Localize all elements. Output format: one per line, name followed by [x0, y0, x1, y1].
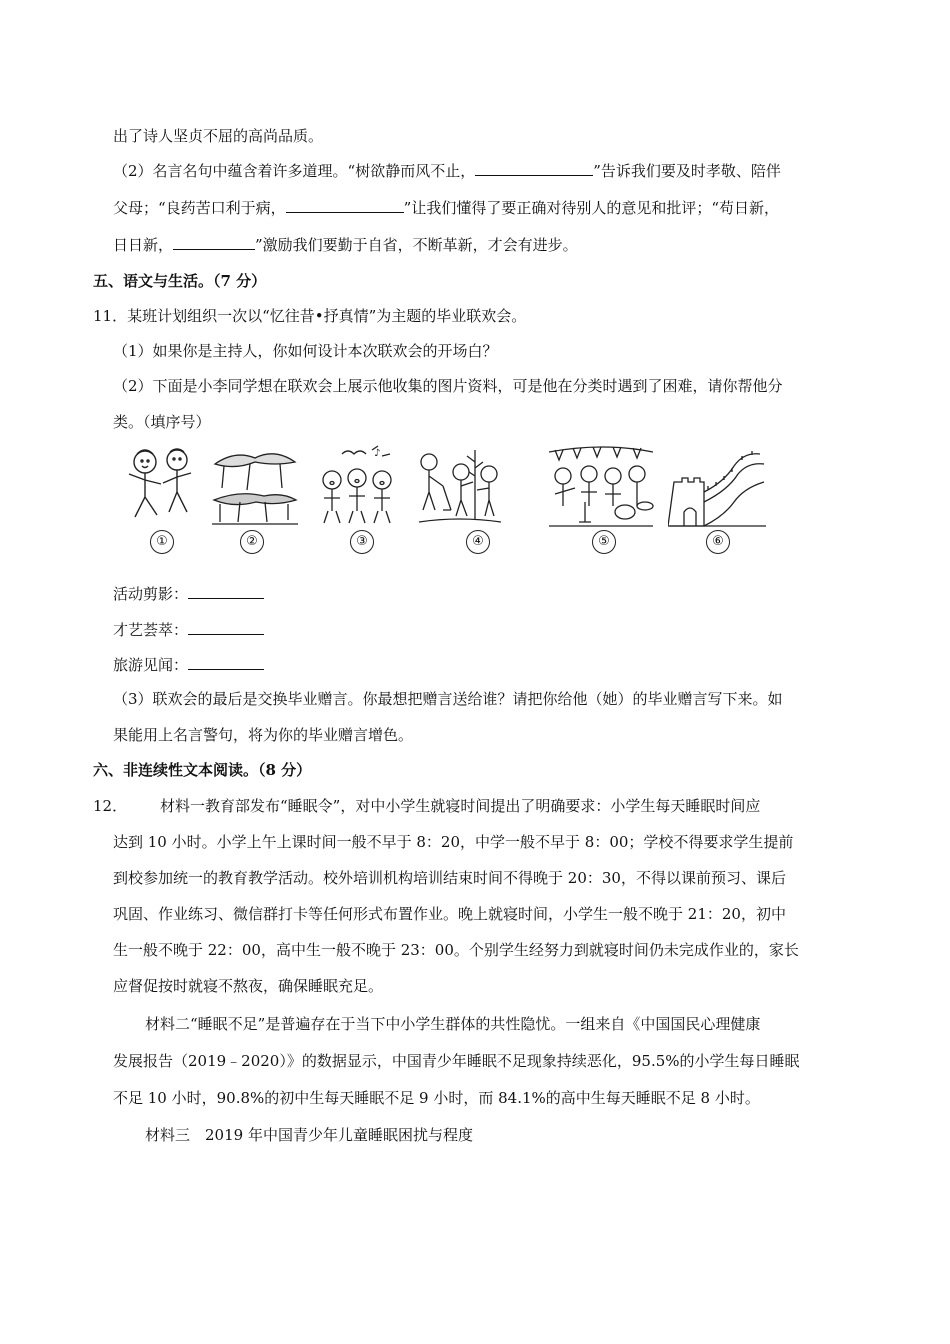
material-3-title: 材料三 2019 年中国青少年儿童睡眠困扰与程度 [145, 1126, 473, 1144]
material-2-line: 发展报告（2019﹣2020）》的数据显示，中国青少年睡眠不足现象持续恶化，95.5%的小学生每日睡眠 [113, 1052, 800, 1070]
text-segment: ”激励我们要勤于自省，不断革新，才会有进步。 [255, 236, 578, 254]
text-segment: （2）名言名句中蕴含着许多道理。“树欲静而风不止， [113, 162, 476, 180]
category-label: 活动剪影： [113, 585, 189, 603]
category-line [113, 584, 264, 604]
picture-number: ⑥ [706, 530, 730, 554]
children-singing-icon [312, 442, 402, 530]
material-1-line: 生一般不晚于 22：00，高中生一般不晚于 23：00。个别学生经努力到就寝时间仍未完成作业的，家长 [113, 941, 799, 959]
section-heading: 五、语文与生活。（7 分） [93, 272, 267, 290]
q2-line [113, 235, 578, 255]
svg-text:♪: ♪ [374, 448, 381, 459]
picture-number: ① [150, 530, 174, 554]
tree-planting-icon [415, 442, 505, 530]
text-segment: ”让我们懂得了要正确对待别人的意见和批评；“苟日新， [403, 199, 780, 217]
material-2-line: 材料二“睡眠不足”是普遍存在于当下中小学生群体的共性隐忧。一组来自《中国国民心理健康 [145, 1015, 761, 1033]
material-1-line: 应督促按时就寝不熬夜，确保睡眠充足。 [113, 977, 384, 995]
answer-blank[interactable] [173, 235, 255, 250]
band-performance-icon [545, 442, 657, 530]
text-line: 出了诗人坚贞不屈的高尚品质。 [113, 127, 324, 145]
q2-line [113, 161, 781, 181]
picture-number: ② [240, 530, 264, 554]
landscape-trees-icon [210, 442, 300, 530]
subquestion-3-cont: 果能用上名言警句，将为你的毕业赠言增色。 [113, 726, 414, 744]
great-wall-icon [668, 442, 768, 530]
q2-line [113, 198, 779, 218]
answer-blank[interactable] [188, 620, 264, 635]
category-line [113, 620, 264, 640]
picture-number: ④ [466, 530, 490, 554]
picture-number: ⑤ [592, 530, 616, 554]
text-segment: 日日新， [113, 236, 174, 254]
category-line [113, 655, 264, 675]
category-label: 旅游见闻： [113, 656, 189, 674]
category-label: 才艺荟萃： [113, 621, 189, 639]
section-heading: 六、非连续性文本阅读。（8 分） [93, 761, 312, 779]
material-1-line: 材料一教育部发布“睡眠令”，对中小学生就寝时间提出了明确要求：小学生每天睡眠时间应 [160, 797, 761, 815]
material-1-line: 达到 10 小时。小学上午上课时间一般不早于 8：20，中学一般不早于 8：00；学校不得要求学生提前 [113, 833, 794, 851]
answer-blank[interactable] [188, 655, 264, 670]
answer-blank[interactable] [188, 584, 264, 599]
subquestion-2: （2）下面是小李同学想在联欢会上展示他收集的图片资料，可是他在分类时遇到了困难，请你帮他分 [113, 377, 783, 395]
material-2-line: 不足 10 小时，90.8%的初中生每天睡眠不足 9 小时，而 84.1%的高中生每天睡眠不足 8 小时。 [113, 1089, 760, 1107]
answer-blank[interactable] [475, 161, 593, 176]
subquestion-1: （1）如果你是主持人，你如何设计本次联欢会的开场白？ [113, 342, 498, 360]
question-11: 11．某班计划组织一次以“忆往昔•抒真情”为主题的毕业联欢会。 [93, 307, 527, 325]
material-1-line: 到校参加统一的教育教学活动。校外培训机构培训结束时间不得晚于 20：30，不得以课前预习、课后 [113, 869, 786, 887]
text-segment: ”告诉我们要及时孝敬、陪伴 [593, 162, 781, 180]
picture-number: ③ [350, 530, 374, 554]
material-1-line: 巩固、作业练习、微信群打卡等任何形式布置作业。晚上就寝时间，小学生一般不晚于 21：20，初中 [113, 905, 786, 923]
text-segment: 父母；“良药苦口利于病， [113, 199, 286, 217]
subquestion-2-cont: 类。（填序号） [113, 413, 211, 431]
answer-blank[interactable] [286, 198, 404, 213]
question-12-number: 12． [93, 797, 128, 815]
children-running-icon [115, 442, 205, 530]
subquestion-3: （3）联欢会的最后是交换毕业赠言。你最想把赠言送给谁？请把你给他（她）的毕业赠言写下来。如 [113, 690, 783, 708]
